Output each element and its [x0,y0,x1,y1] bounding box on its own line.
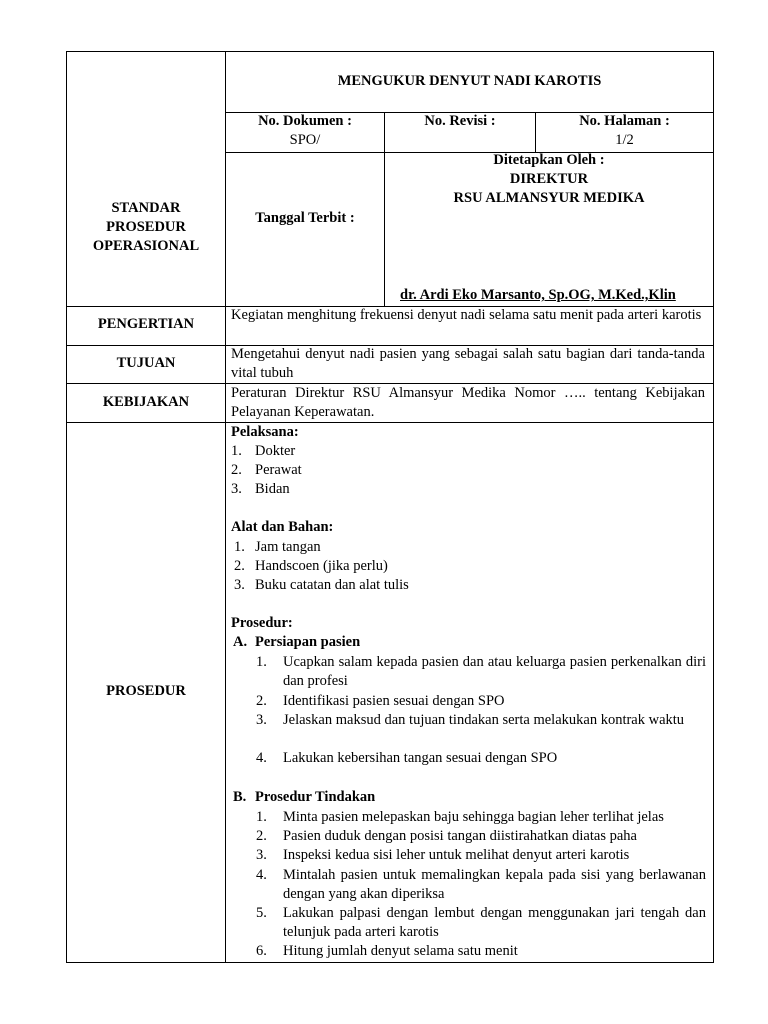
no-dokumen-value: SPO/ [289,132,321,148]
persiapan-title: Persiapan pasien [255,634,361,650]
document-title: MENGUKUR DENYUT NADI KAROTIS [337,73,602,89]
tindakan-title: Prosedur Tindakan [255,789,376,805]
persiapan-item-1-num: 1. [256,654,267,670]
pengertian-label: PENGERTIAN [97,316,195,332]
left-label-line-1: STANDAR [111,200,181,216]
pelaksana-item-2-num: 2. [231,462,242,478]
alat-item-2: Handscoen (jika perlu) [255,558,388,574]
persiapan-item-3-num: 3. [256,712,267,728]
tindakan-item-2-num: 2. [256,828,267,844]
tindakan-item-1-num: 1. [256,809,267,825]
prosedur-title: Prosedur: [231,615,293,631]
no-revisi-label: No. Revisi : [424,113,496,129]
pelaksana-item-3: Bidan [255,481,290,497]
signatory-name: dr. Ardi Eko Marsanto, Sp.OG, M.Ked.,Klin [400,287,676,303]
tindakan-item-4: Mintalah pasien untuk memalingkan kepala pada sisi yang berlawanan dengan yang akan diperiksa [283,867,706,902]
persiapan-item-4: Lakukan kebersihan tangan sesuai dengan SPO [283,750,558,766]
tindakan-item-6-num: 6. [256,943,267,959]
ditetapkan-line-2: DIREKTUR [509,171,589,187]
alat-item-1-num: 1. [234,539,245,555]
tindakan-item-1: Minta pasien melepaskan baju sehingga bagian leher terlihat jelas [283,809,664,825]
tindakan-item-4-num: 4. [256,867,267,883]
left-label-cell [66,51,226,307]
tanggal-terbit-cell [225,152,385,307]
sop-document [66,51,714,963]
tindakan-item-5: Lakukan palpasi dengan lembut dengan menggunakan jari tengah dan telunjuk pada arteri karotis [283,905,706,940]
tindakan-num: B. [233,789,247,805]
ditetapkan-block [384,151,714,208]
pengertian-text: Kegiatan menghitung frekuensi denyut nadi selama satu menit pada arteri karotis [231,307,702,323]
persiapan-item-3: Jelaskan maksud dan tujuan tindakan serta melakukan kontrak waktu [283,712,685,728]
left-label-line-3: OPERASIONAL [92,238,200,254]
prosedur-label: PROSEDUR [106,683,186,699]
alat-item-3: Buku catatan dan alat tulis [255,577,409,593]
persiapan-num: A. [233,634,248,650]
tindakan-item-6: Hitung jumlah denyut selama satu menit [283,943,518,959]
left-label-line-2: PROSEDUR [106,219,186,235]
pelaksana-item-2: Perawat [255,462,302,478]
kebijakan-text: Peraturan Direktur RSU Almansyur Medika Nomor ….. tentang Kebijakan Pelayanan Keperawatan. [231,385,705,420]
alat-item-1: Jam tangan [255,539,321,555]
persiapan-item-4-num: 4. [256,750,267,766]
left-label [66,199,226,256]
persiapan-item-2: Identifikasi pasien sesuai dengan SPO [283,693,505,709]
alat-title: Alat dan Bahan: [231,519,334,535]
ditetapkan-line-1: Ditetapkan Oleh : [493,152,605,168]
tujuan-label: TUJUAN [116,355,176,371]
pelaksana-title: Pelaksana: [231,424,299,440]
tindakan-item-2: Pasien duduk dengan posisi tangan diistirahatkan diatas paha [283,828,637,844]
pelaksana-item-1: Dokter [255,443,296,459]
no-halaman-value: 1/2 [615,132,634,148]
tujuan-text: Mengetahui denyut nadi pasien yang sebagai salah satu bagian dari tanda-tanda vital tubuh [231,346,705,381]
tindakan-item-3: Inspeksi kedua sisi leher untuk melihat denyut arteri karotis [283,847,630,863]
pelaksana-item-3-num: 3. [231,481,242,497]
tindakan-item-5-num: 5. [256,905,267,921]
tindakan-item-3-num: 3. [256,847,267,863]
kebijakan-label: KEBIJAKAN [102,394,190,410]
ditetapkan-line-3: RSU ALMANSYUR MEDIKA [453,190,645,206]
persiapan-item-1: Ucapkan salam kepada pasien dan atau keluarga pasien perkenalkan diri dan profesi [283,654,706,689]
tanggal-terbit-label: Tanggal Terbit : [255,210,355,226]
alat-item-2-num: 2. [234,558,245,574]
alat-item-3-num: 3. [234,577,245,593]
no-dokumen-label: No. Dokumen : [258,113,352,129]
pelaksana-item-1-num: 1. [231,443,242,459]
persiapan-item-2-num: 2. [256,693,267,709]
no-halaman-label: No. Halaman : [579,113,670,129]
